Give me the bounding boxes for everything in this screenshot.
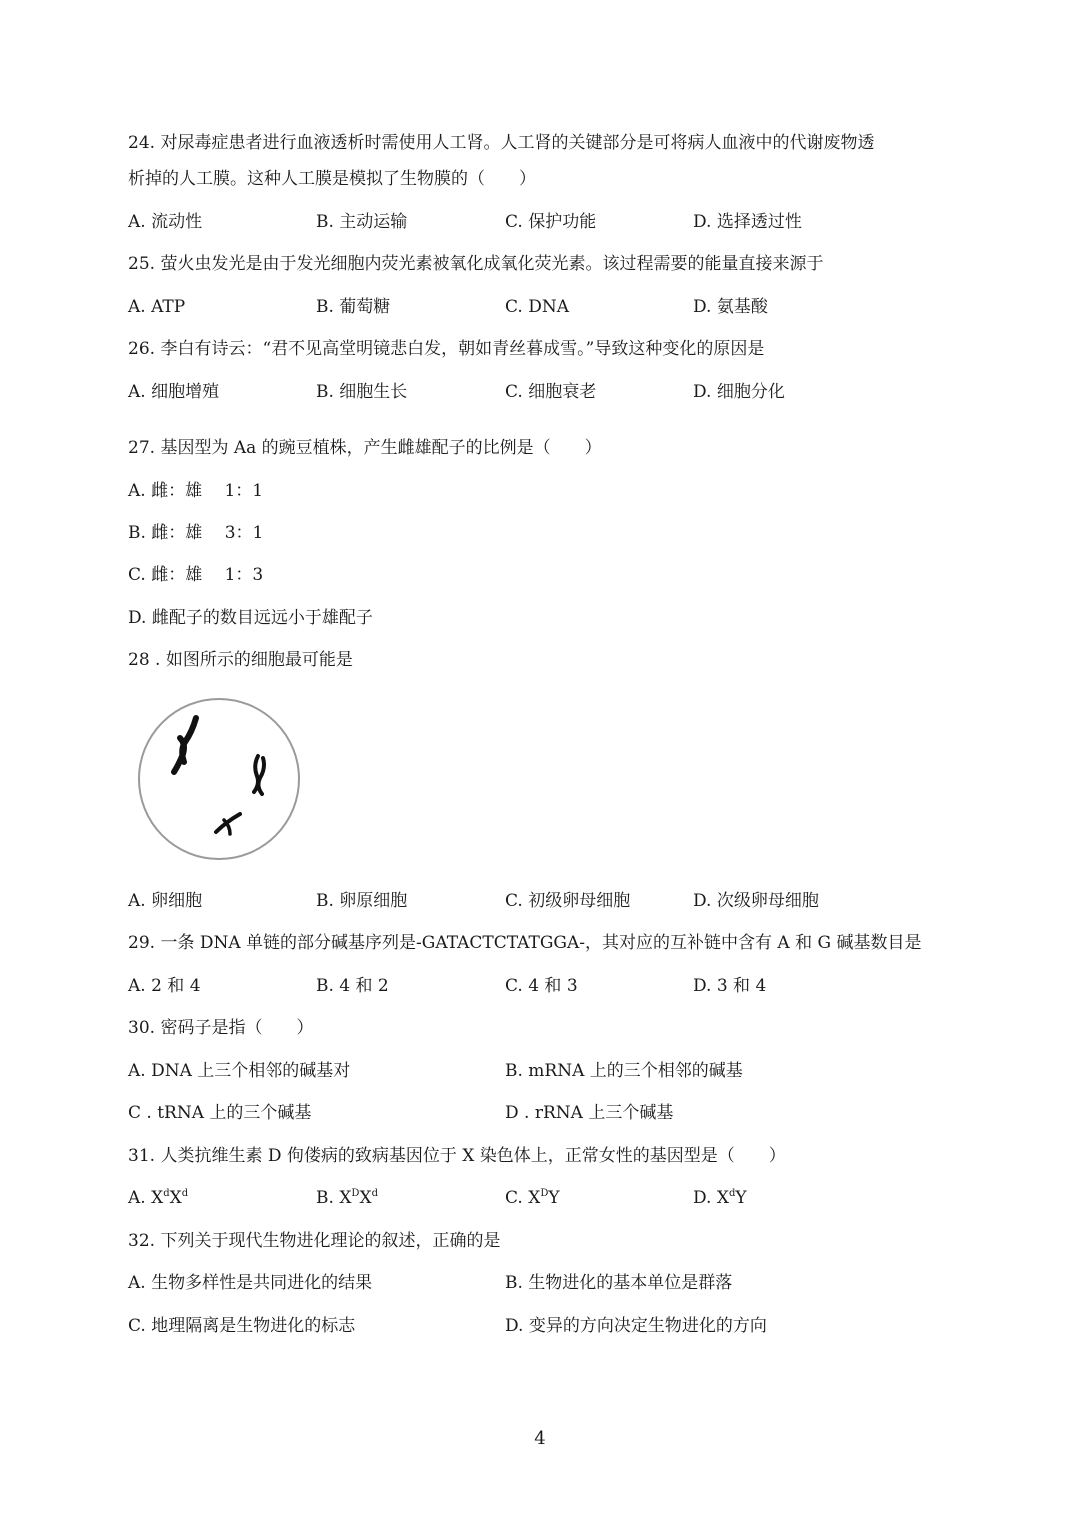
q25-option-c: C. DNA [505,297,569,317]
q26-option-a: A. 细胞增殖 [128,382,220,402]
q31-option-a: A. $X^dX^d$ [128,1188,189,1208]
q24-option-a: A. 流动性 [128,212,203,232]
q31-option-d: D. $X^dY$ [693,1188,747,1208]
q27-option-b: B. 雌：雄 3：1 [128,523,264,543]
q32-options-row2 [128,1314,948,1338]
q25-option-b: B. 葡萄糖 [316,297,391,317]
q32-option-c: C. 地理隔离是生物进化的标志 [128,1316,356,1336]
q30-options-row2 [128,1101,948,1125]
q31-stem: 31. 人类抗维生素 D 佝偻病的致病基因位于 X 染色体上，正常女性的基因型是（ ） [128,1146,786,1166]
q31-option-c: C. $X^DY$ [505,1188,560,1208]
q27-option-a: A. 雌：雄 1：1 [128,481,264,501]
q26-option-c: C. 细胞衰老 [505,382,597,402]
chromosome-medium [254,756,264,794]
q29-options [128,974,948,998]
q28-option-d: D. 次级卵母细胞 [693,891,819,911]
q29-stem: 29. 一条 DNA 单链的部分碱基序列是-GATACTCTATGGA-，其对应的互补链中含有 A 和 G 碱基数目是 [128,933,922,953]
q30-option-d: D . rRNA 上三个碱基 [505,1103,674,1123]
chromosome-large [174,718,196,772]
q28-option-b: B. 卵原细胞 [316,891,408,911]
cell-diagram [136,696,302,862]
q28-option-a: A. 卵细胞 [128,891,203,911]
q24-stem-line2: 析掉的人工膜。这种人工膜是模拟了生物膜的（ ） [128,169,536,189]
q26-option-d: D. 细胞分化 [693,382,785,402]
q32-option-b: B. 生物进化的基本单位是群落 [505,1273,733,1293]
q30-stem: 30. 密码子是指（ ） [128,1018,314,1038]
q26-option-b: B. 细胞生长 [316,382,408,402]
q30-option-a: A. DNA 上三个相邻的碱基对 [128,1061,351,1081]
q26-options [128,380,948,404]
q24-option-d: D. 选择透过性 [693,212,802,232]
q29-option-d: D. 3 和 4 [693,976,767,996]
q31-option-b: B. $X^DX^d$ [316,1188,378,1208]
q24-option-c: C. 保护功能 [505,212,597,232]
q32-option-a: A. 生物多样性是共同进化的结果 [128,1273,373,1293]
q26-stem: 26. 李白有诗云：“君不见高堂明镜悲白发，朝如青丝暮成雪。”导致这种变化的原因是 [128,339,765,359]
q30-option-c: C . tRNA 上的三个碱基 [128,1103,312,1123]
page-number: 4 [534,1428,546,1449]
q28-options [128,889,948,913]
chromosome-small [216,814,240,834]
q27-option-d: D. 雌配子的数目远远小于雄配子 [128,608,373,628]
q25-stem: 25. 萤火虫发光是由于发光细胞内荧光素被氧化成氧化荧光素。该过程需要的能量直接来源于 [128,254,824,274]
q24-options [128,210,948,234]
q29-option-b: B. 4 和 2 [316,976,389,996]
q30-option-b: B. mRNA 上的三个相邻的碱基 [505,1061,743,1081]
q24-option-b: B. 主动运输 [316,212,408,232]
q31-options [128,1186,948,1210]
q32-options-row1 [128,1271,948,1295]
q32-stem: 32. 下列关于现代生物进化理论的叙述，正确的是 [128,1231,501,1251]
cell-membrane [139,699,299,859]
q24-stem-line1: 24. 对尿毒症患者进行血液透析时需使用人工肾。人工肾的关键部分是可将病人血液中的代谢废物透 [128,133,875,153]
q29-option-a: A. 2 和 4 [128,976,201,996]
q25-options [128,295,948,319]
q32-option-d: D. 变异的方向决定生物进化的方向 [505,1316,767,1336]
q30-options-row1 [128,1059,948,1083]
q27-option-c: C. 雌：雄 1：3 [128,565,264,585]
q27-stem: 27. 基因型为 Aa 的豌豆植株，产生雌雄配子的比例是（ ） [128,438,602,458]
q25-option-d: D. 氨基酸 [693,297,768,317]
q28-option-c: C. 初级卵母细胞 [505,891,631,911]
q29-option-c: C. 4 和 3 [505,976,578,996]
q28-stem: 28 . 如图所示的细胞最可能是 [128,650,353,670]
q25-option-a: A. ATP [128,297,186,317]
